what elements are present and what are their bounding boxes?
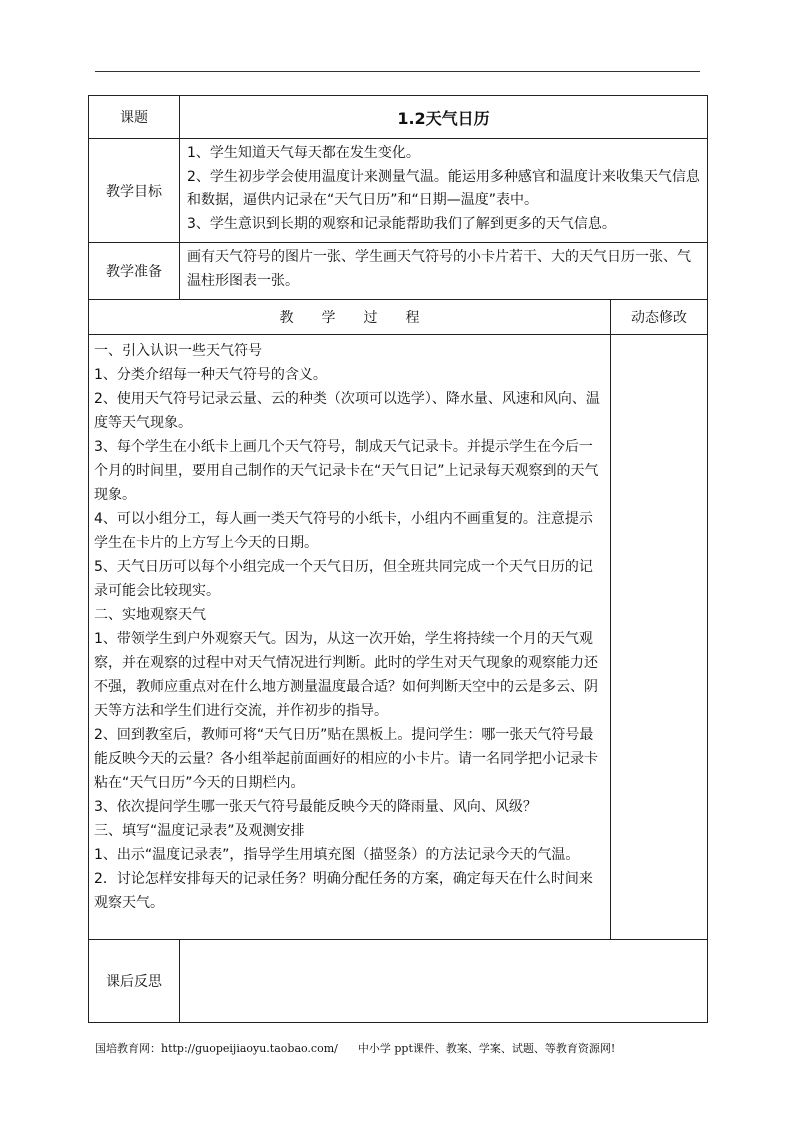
prep-row <box>89 243 708 300</box>
process-line: 1、带领学生到户外观察天气。因为，从这一次开始，学生将持续一个月的天气观察，并在观察的过程中对天气情况进行判断。此时的学生对天气现象的观察能力还不强，教师应重点对在什么地方测量温度最合适？如何判断天空中的云是多云、阴天等方法和学生们进行交流，并作初步的指导。 <box>94 631 598 719</box>
topic-label: 课题 <box>89 96 180 139</box>
reflection-row <box>89 940 708 1023</box>
page-footer <box>95 1040 705 1056</box>
footer-promo: 中小学 ppt课件、教案、学案、试题、等教育资源网! <box>357 1042 616 1055</box>
process-line: 2．讨论怎样安排每天的记录任务？明确分配任务的方案，确定每天在什么时间来观察天气。 <box>94 871 593 911</box>
prep-label: 教学准备 <box>89 243 180 300</box>
process-line: 1、分类介绍每一种天气符号的含义。 <box>94 367 327 383</box>
lesson-plan-table <box>88 95 708 1023</box>
prep-text: 画有天气符号的图片一张、学生画天气符号的小卡片若干、大的天气日历一张、气温柱形图表一张。 <box>180 243 708 300</box>
process-line: 二、实地观察天气 <box>94 607 206 623</box>
goals-row <box>89 139 708 243</box>
process-line: 5、天气日历可以每个小组完成一个天气日历，但全班共同完成一个天气日历的记录可能会比较现实。 <box>94 559 593 599</box>
revise-label: 动态修改 <box>611 300 708 335</box>
process-line: 2、使用天气符号记录云量、云的种类（次项可以选学）、降水量、风速和风向、温度等天气现象。 <box>94 391 600 431</box>
process-line: 2、回到教室后，教师可将“天气日历”贴在黑板上。提问学生：哪一张天气符号最能反映今天的云量？各小组举起前面画好的相应的小卡片。请一名同学把小记录卡粘在“天气日历”今天的日期栏内。 <box>94 727 598 791</box>
goals-label: 教学目标 <box>89 139 180 243</box>
goal-item: 1、学生知道天气每天都在发生变化。 <box>187 145 420 161</box>
process-line: 3、每个学生在小纸卡上画几个天气符号，制成天气记录卡。并提示学生在今后一个月的时间里，要用自己制作的天气记录卡在“天气日记”上记录每天观察到的天气现象。 <box>94 439 599 503</box>
reflection-cell <box>180 940 708 1023</box>
goal-item: 3、学生意识到长期的观察和记录能帮助我们了解到更多的天气信息。 <box>187 215 616 232</box>
process-content <box>89 335 611 940</box>
process-line: 4、可以小组分工，每人画一类天气符号的小纸卡，小组内不画重复的。注意提示学生在卡片的上方写上今天的日期。 <box>94 511 593 551</box>
process-line: 1、出示“温度记录表”，指导学生用填充图（描竖条）的方法记录今天的气温。 <box>94 847 580 863</box>
goal-item: 2、学生初步学会使用温度计来测量气温。能运用多种感官和温度计来收集天气信息和数据，逼供内记录在“天气日历”和“日期—温度”表中。 <box>187 168 700 209</box>
footer-site: 国培教育网：http://guopeijiaoyu.taobao.com/ <box>95 1042 338 1055</box>
header-rule <box>95 71 700 72</box>
process-row <box>89 335 708 940</box>
revise-cell <box>611 335 708 940</box>
process-header-row <box>89 300 708 335</box>
process-line: 3、依次提问学生哪一张天气符号最能反映今天的降雨量、风向、风级？ <box>94 799 537 815</box>
process-line: 一、引入认识一些天气符号 <box>94 343 262 359</box>
reflection-label: 课后反思 <box>89 940 180 1023</box>
title-row <box>89 96 708 139</box>
lesson-title: 1.2天气日历 <box>180 96 708 139</box>
process-heading: 教 学 过 程 <box>89 300 611 335</box>
process-line: 三、填写“温度记录表”及观测安排 <box>94 823 305 839</box>
goals-cell <box>180 139 708 243</box>
